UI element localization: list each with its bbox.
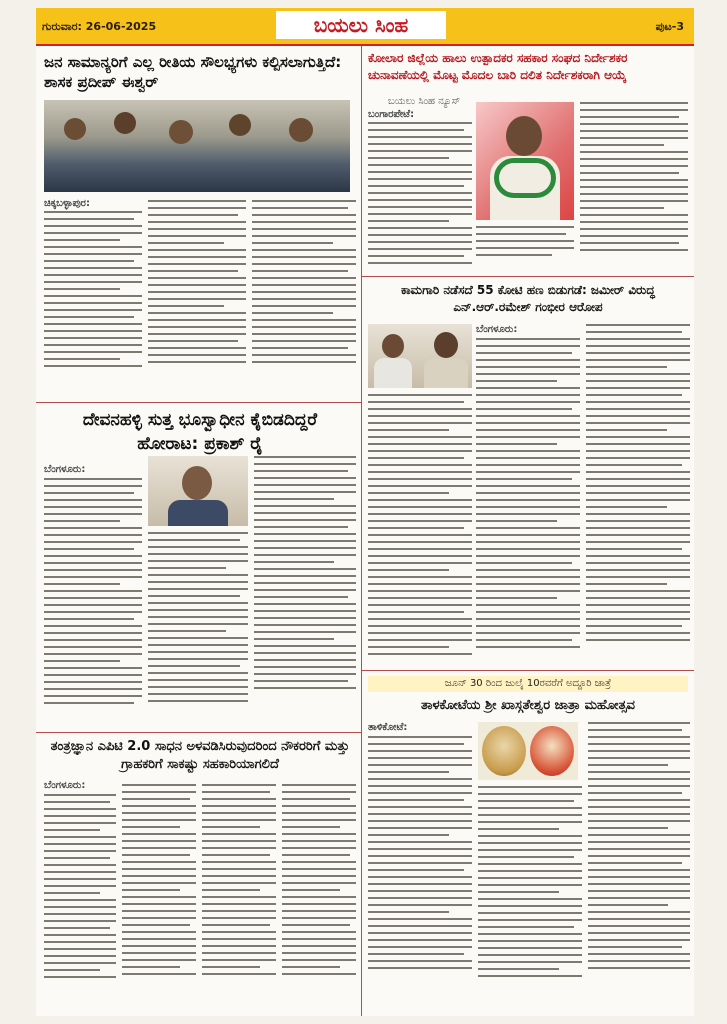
saint-portrait — [530, 726, 574, 776]
article-body-column — [368, 394, 472, 664]
person-figure — [114, 112, 136, 134]
article-headline: ಕೋಲಾರ ಜಿಲ್ಲೆಯ ಹಾಲು ಉತ್ಪಾದಕರ ಸಹಕಾರ ಸಂಘದ ನಿರ್ದೇಶಕರ ಚುನಾವಣೆಯಲ್ಲಿ ಮೊಟ್ಟ ಮೊದಲ ಬಾರಿ ದಲಿತ ನಿರ್ದೇಶಕರಾಗಿ ಆಯ್ಕೆ — [368, 51, 628, 82]
article-headline: ತಂತ್ರಜ್ಞಾನ ಎಪಿಟಿ 2.0 ಸಾಧನ ಅಳವಡಿಸಿರುವುದರಿಂದ ನೌಕರರಿಗೆ ಮತ್ತು ಗ್ರಾಹಕರಿಗೆ ಸಾಕಷ್ಟು ಸಹಕಾರಿಯಾಗಲಿದೆ — [50, 739, 350, 772]
garland-decoration — [494, 158, 556, 198]
article-headline: ದೇವನಹಳ್ಳಿ ಸುತ್ತ ಭೂಸ್ವಾಧೀನ ಕೈಬಿಡದಿದ್ದರೆ ಹೋರಾಟ: ಪ್ರಕಾಶ್ ರೈ — [82, 410, 318, 454]
masthead — [36, 8, 694, 46]
section-divider — [36, 732, 361, 733]
saint-portrait — [482, 726, 526, 776]
article-headline: ಜನ ಸಾಮಾನ್ಯರಿಗೆ ಎಲ್ಲ ರೀತಿಯ ಸೌಲಭ್ಯಗಳು ಕಲ್ಪಿಸಲಾಗುತ್ತಿದೆ: ಶಾಸಕ ಪ್ರದೀಪ್ ಈಶ್ವರ್ — [44, 53, 342, 91]
article-headline: ಕಾಮಗಾರಿ ನಡೆಸದೆ 55 ಕೋಟಿ ಹಣ ಬಿಡುಗಡೆ: ಜಮೀರ್ ವಿರುದ್ಧ ಎನ್.ಆರ್.ರಮೇಶ್ ಗಂಭೀರ ಆರೋಪ — [401, 283, 655, 314]
byline: ಬಯಲು ಸಿಂಹ ನ್ಯೂಸ್ — [388, 96, 461, 107]
article-body-column — [202, 784, 276, 1008]
dateline: ಬೆಂಗಳೂರು: — [44, 780, 86, 791]
dateline: ಬಂಗಾರಪೇಟೆ: — [368, 109, 415, 120]
article-headline: ತಾಳಕೋಟೆಯ ಶ್ರೀ ಖಾಸ್ಗತೇಶ್ವರ ಜಾತ್ರಾ ಮಹೋತ್ಸವ — [420, 698, 635, 713]
article-body-column — [476, 226, 574, 268]
person-figure — [229, 114, 251, 136]
dateline: ಚಿಕ್ಕಬಳ್ಳಾಪುರ: — [44, 198, 90, 209]
dateline: ಬೆಂಗಳೂರು: — [476, 324, 518, 335]
article-photo — [44, 100, 350, 192]
article-body-column — [148, 200, 246, 390]
article-body-column — [282, 784, 356, 1008]
article-body-column — [254, 456, 356, 724]
issue-date: ಗುರುವಾರ: 26-06-2025 — [42, 20, 157, 33]
article-body-column — [580, 102, 688, 268]
section-divider — [36, 402, 361, 403]
person-figure — [64, 118, 86, 140]
portrait-photo — [476, 102, 574, 220]
person-figure — [289, 118, 313, 142]
article-body-column — [368, 736, 472, 1008]
person-figure — [382, 334, 404, 358]
column-divider — [361, 46, 362, 1016]
article-body-column — [44, 478, 142, 724]
person-figure — [424, 358, 468, 388]
person-figure — [434, 332, 458, 358]
article-kicker: ಜೂನ್ 30 ರಿಂದ ಜುಲೈ 10ರವರೆಗೆ ಅದ್ದೂರಿ ಜಾತ್ರೆ — [368, 676, 688, 692]
article-body-column — [148, 532, 248, 724]
section-divider — [362, 670, 694, 671]
article-body-column — [588, 722, 690, 1008]
newspaper-title: ಬಯಲು ಸಿಂಹ — [276, 11, 446, 39]
article-body-column — [44, 794, 116, 1008]
person-figure — [374, 358, 412, 388]
article-photo — [368, 324, 472, 388]
dateline: ಬೆಂಗಳೂರು: — [44, 464, 86, 475]
newspaper-page — [36, 8, 694, 1016]
page-number: ಪುಟ-3 — [655, 20, 684, 33]
person-figure — [182, 466, 212, 500]
person-figure — [168, 500, 228, 526]
portrait-photo — [148, 456, 248, 526]
article-body-column — [478, 786, 582, 1008]
article-body-column — [122, 784, 196, 1008]
article-body-column — [44, 211, 142, 389]
article-body-column — [586, 324, 690, 664]
article-body-column — [476, 338, 580, 664]
article-photo — [478, 722, 578, 780]
section-divider — [362, 276, 694, 277]
dateline: ತಾಳಿಕೋಟೆ: — [368, 722, 408, 733]
person-figure — [506, 116, 542, 156]
person-figure — [169, 120, 193, 144]
article-body-column — [252, 200, 356, 390]
article-body-column — [368, 122, 472, 268]
